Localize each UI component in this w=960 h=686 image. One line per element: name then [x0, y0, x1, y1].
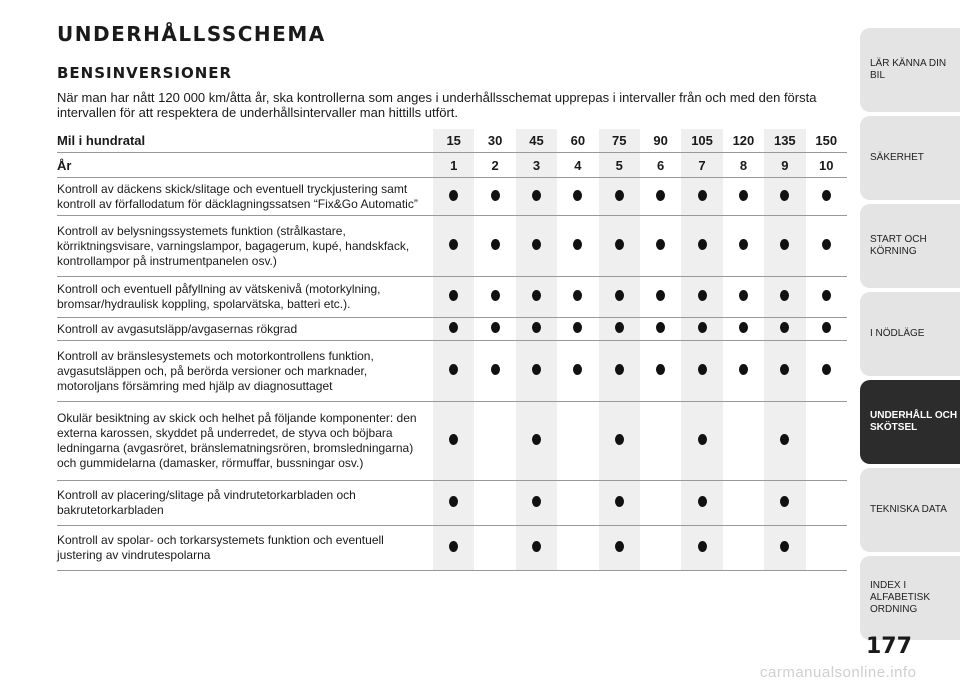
required-check-dot — [780, 190, 789, 201]
required-check-dot — [532, 322, 541, 333]
interval-cell — [806, 481, 847, 526]
interval-cell — [433, 402, 474, 481]
year-header-label: År — [57, 153, 433, 178]
interval-cell — [516, 277, 557, 318]
interval-cell — [764, 216, 805, 277]
interval-cell — [640, 481, 681, 526]
interval-cell — [640, 277, 681, 318]
interval-cell — [599, 402, 640, 481]
required-check-dot — [532, 190, 541, 201]
interval-cell — [433, 318, 474, 341]
table-row — [57, 526, 847, 571]
required-check-dot — [739, 364, 748, 375]
required-check-dot — [656, 239, 665, 250]
required-check-dot — [532, 434, 541, 445]
miles-header-cell: 120 — [723, 129, 764, 153]
interval-cell — [723, 318, 764, 341]
interval-cell — [474, 402, 515, 481]
required-check-dot — [532, 290, 541, 301]
interval-cell — [681, 277, 722, 318]
check-description: Kontroll av spolar- och torkarsystemets funktion och eventuell justering av vindrutespolarna — [57, 526, 433, 571]
interval-cell — [599, 216, 640, 277]
interval-cell — [723, 402, 764, 481]
required-check-dot — [615, 434, 624, 445]
interval-cell — [516, 216, 557, 277]
year-header-cell: 7 — [681, 153, 722, 178]
required-check-dot — [822, 290, 831, 301]
interval-cell — [681, 216, 722, 277]
required-check-dot — [449, 290, 458, 301]
interval-cell — [640, 341, 681, 402]
table-year-row — [57, 153, 847, 178]
required-check-dot — [698, 541, 707, 552]
check-description: Kontroll av bränslesystemets och motorkontrollens funktion, avgasutsläppen och, på berörda versioner och marknader, motoroljans försämring med hjälp av diagnosuttaget — [57, 341, 433, 402]
miles-header-cell: 150 — [806, 129, 847, 153]
watermark: carmanualsonline.info — [760, 664, 917, 681]
required-check-dot — [739, 239, 748, 250]
interval-cell — [806, 318, 847, 341]
interval-cell — [764, 318, 805, 341]
interval-cell — [723, 277, 764, 318]
required-check-dot — [656, 290, 665, 301]
chapter-tab-label: SÄKERHET — [870, 152, 924, 163]
interval-cell — [764, 277, 805, 318]
required-check-dot — [449, 434, 458, 445]
table-row — [57, 481, 847, 526]
interval-cell — [640, 178, 681, 216]
interval-cell — [599, 178, 640, 216]
interval-cell — [516, 341, 557, 402]
required-check-dot — [822, 364, 831, 375]
required-check-dot — [573, 290, 582, 301]
interval-cell — [557, 526, 598, 571]
miles-header-cell: 60 — [557, 129, 598, 153]
table-header-row — [57, 129, 847, 153]
interval-cell — [474, 216, 515, 277]
table-row — [57, 277, 847, 318]
chapter-tab-label: START OCH KÖRNING — [870, 234, 927, 257]
check-description: Okulär besiktning av skick och helhet på följande komponenter: den externa karossen, skyddet på underredet, de styva och böjbara ledningarna (avgasröret, bränslematningsrören, bromsledningarna) och gummidelarna (damasker, rörmuffar, bussningar osv.) — [57, 402, 433, 481]
intro-paragraph: När man har nått 120 000 km/åtta år, ska kontrollerna som anges i underhållsschemat upprepas i intervaller från och med den första intervallen för att respektera de underhållsintervaller man hittills utfört. — [57, 90, 817, 120]
required-check-dot — [491, 239, 500, 250]
check-description: Kontroll och eventuell påfyllning av vätskenivå (motorkylning, bromsar/hydraulisk koppling, spolarvätska, batteri etc.). — [57, 277, 433, 318]
required-check-dot — [615, 290, 624, 301]
interval-cell — [764, 178, 805, 216]
required-check-dot — [780, 364, 789, 375]
required-check-dot — [573, 322, 582, 333]
year-header-cell: 6 — [640, 153, 681, 178]
table-row — [57, 216, 847, 277]
year-header-cell: 4 — [557, 153, 598, 178]
year-header-cell: 5 — [599, 153, 640, 178]
required-check-dot — [656, 364, 665, 375]
interval-cell — [474, 277, 515, 318]
required-check-dot — [780, 290, 789, 301]
required-check-dot — [698, 190, 707, 201]
chapter-tab[interactable] — [860, 116, 960, 200]
chapter-tab-label: LÄR KÄNNA DIN BIL — [870, 58, 947, 81]
interval-cell — [806, 341, 847, 402]
miles-header-cell: 135 — [764, 129, 805, 153]
interval-cell — [723, 216, 764, 277]
required-check-dot — [449, 239, 458, 250]
interval-cell — [516, 178, 557, 216]
chapter-tab[interactable] — [860, 292, 960, 376]
interval-cell — [474, 341, 515, 402]
interval-cell — [599, 481, 640, 526]
required-check-dot — [449, 364, 458, 375]
required-check-dot — [698, 239, 707, 250]
required-check-dot — [449, 190, 458, 201]
required-check-dot — [532, 496, 541, 507]
miles-header-cell: 30 — [474, 129, 515, 153]
chapter-tab-label: UNDERHÅLL OCH SKÖTSEL — [870, 410, 958, 433]
interval-cell — [681, 178, 722, 216]
interval-cell — [599, 277, 640, 318]
interval-cell — [516, 402, 557, 481]
check-description: Kontroll av placering/slitage på vindrutetorkarbladen och bakrutetorkarbladen — [57, 481, 433, 526]
interval-cell — [557, 216, 598, 277]
interval-cell — [433, 341, 474, 402]
interval-cell — [640, 318, 681, 341]
interval-cell — [681, 341, 722, 402]
interval-cell — [474, 481, 515, 526]
interval-cell — [764, 402, 805, 481]
maintenance-table — [57, 129, 847, 571]
required-check-dot — [780, 496, 789, 507]
interval-cell — [557, 481, 598, 526]
interval-cell — [557, 318, 598, 341]
required-check-dot — [698, 290, 707, 301]
table-row — [57, 178, 847, 216]
interval-cell — [433, 178, 474, 216]
interval-cell — [557, 341, 598, 402]
miles-header-cell: 15 — [433, 129, 474, 153]
miles-header-cell: 75 — [599, 129, 640, 153]
required-check-dot — [532, 541, 541, 552]
interval-cell — [433, 277, 474, 318]
interval-cell — [516, 526, 557, 571]
required-check-dot — [698, 364, 707, 375]
chapter-tab-label: INDEX I ALFABETISK ORDNING — [870, 580, 931, 615]
chapter-tab[interactable] — [860, 380, 960, 464]
interval-cell — [557, 402, 598, 481]
required-check-dot — [739, 190, 748, 201]
required-check-dot — [780, 239, 789, 250]
required-check-dot — [615, 541, 624, 552]
required-check-dot — [491, 290, 500, 301]
check-description: Kontroll av avgasutsläpp/avgasernas rökgrad — [57, 318, 433, 341]
required-check-dot — [780, 434, 789, 445]
check-description: Kontroll av belysningssystemets funktion (strålkastare, körriktningsvisare, varningslampor, bagagerum, kupé, handskfack, kontrollampor på instrumentpanelen osv.) — [57, 216, 433, 277]
miles-header-cell: 90 — [640, 129, 681, 153]
interval-cell — [474, 318, 515, 341]
required-check-dot — [449, 496, 458, 507]
interval-cell — [681, 402, 722, 481]
year-header-cell: 1 — [433, 153, 474, 178]
required-check-dot — [615, 190, 624, 201]
interval-cell — [806, 216, 847, 277]
interval-cell — [557, 277, 598, 318]
interval-cell — [433, 481, 474, 526]
interval-cell — [764, 481, 805, 526]
interval-cell — [764, 341, 805, 402]
year-header-cell: 2 — [474, 153, 515, 178]
interval-cell — [806, 526, 847, 571]
required-check-dot — [491, 190, 500, 201]
required-check-dot — [532, 239, 541, 250]
miles-header-cell: 105 — [681, 129, 722, 153]
year-header-cell: 3 — [516, 153, 557, 178]
interval-cell — [516, 318, 557, 341]
interval-cell — [640, 526, 681, 571]
interval-cell — [723, 481, 764, 526]
required-check-dot — [780, 322, 789, 333]
interval-cell — [557, 178, 598, 216]
required-check-dot — [615, 496, 624, 507]
table-row — [57, 318, 847, 341]
required-check-dot — [615, 322, 624, 333]
interval-cell — [723, 178, 764, 216]
interval-cell — [723, 341, 764, 402]
required-check-dot — [532, 364, 541, 375]
required-check-dot — [573, 239, 582, 250]
chapter-tab-label: TEKNISKA DATA — [870, 504, 947, 515]
year-header-cell: 8 — [723, 153, 764, 178]
required-check-dot — [615, 364, 624, 375]
required-check-dot — [739, 322, 748, 333]
required-check-dot — [698, 322, 707, 333]
interval-cell — [599, 318, 640, 341]
interval-cell — [764, 526, 805, 571]
miles-header-label: Mil i hundratal — [57, 133, 146, 148]
required-check-dot — [449, 322, 458, 333]
chapter-tab[interactable] — [860, 468, 960, 552]
chapter-tab[interactable] — [860, 28, 960, 112]
year-header-cell: 9 — [764, 153, 805, 178]
interval-cell — [681, 318, 722, 341]
required-check-dot — [573, 364, 582, 375]
check-description: Kontroll av däckens skick/slitage och eventuell tryckjustering samt kontroll av förfallodatum för däcklagningssatsen “Fix&Go Automatic” — [57, 178, 433, 216]
interval-cell — [723, 526, 764, 571]
table-row — [57, 402, 847, 481]
required-check-dot — [698, 496, 707, 507]
required-check-dot — [822, 322, 831, 333]
year-header-cell: 10 — [806, 153, 847, 178]
interval-cell — [806, 178, 847, 216]
section-subtitle: BENSINVERSIONER — [57, 64, 233, 82]
interval-cell — [806, 402, 847, 481]
required-check-dot — [615, 239, 624, 250]
interval-cell — [681, 526, 722, 571]
interval-cell — [681, 481, 722, 526]
table-row — [57, 341, 847, 402]
required-check-dot — [822, 190, 831, 201]
required-check-dot — [656, 322, 665, 333]
page-title: UNDERHÅLLSSCHEMA — [57, 22, 326, 46]
chapter-tab[interactable] — [860, 556, 960, 640]
interval-cell — [599, 526, 640, 571]
chapter-tab-label: I NÖDLÄGE — [870, 328, 925, 339]
interval-cell — [474, 178, 515, 216]
page-number: 177 — [866, 634, 912, 659]
chapter-tab[interactable] — [860, 204, 960, 288]
interval-cell — [433, 526, 474, 571]
required-check-dot — [656, 190, 665, 201]
required-check-dot — [739, 290, 748, 301]
required-check-dot — [491, 364, 500, 375]
required-check-dot — [822, 239, 831, 250]
required-check-dot — [780, 541, 789, 552]
interval-cell — [599, 341, 640, 402]
interval-cell — [474, 526, 515, 571]
interval-cell — [640, 216, 681, 277]
interval-cell — [806, 277, 847, 318]
required-check-dot — [573, 190, 582, 201]
interval-cell — [433, 216, 474, 277]
required-check-dot — [491, 322, 500, 333]
interval-cell — [640, 402, 681, 481]
required-check-dot — [698, 434, 707, 445]
miles-header-cell: 45 — [516, 129, 557, 153]
required-check-dot — [449, 541, 458, 552]
interval-cell — [516, 481, 557, 526]
